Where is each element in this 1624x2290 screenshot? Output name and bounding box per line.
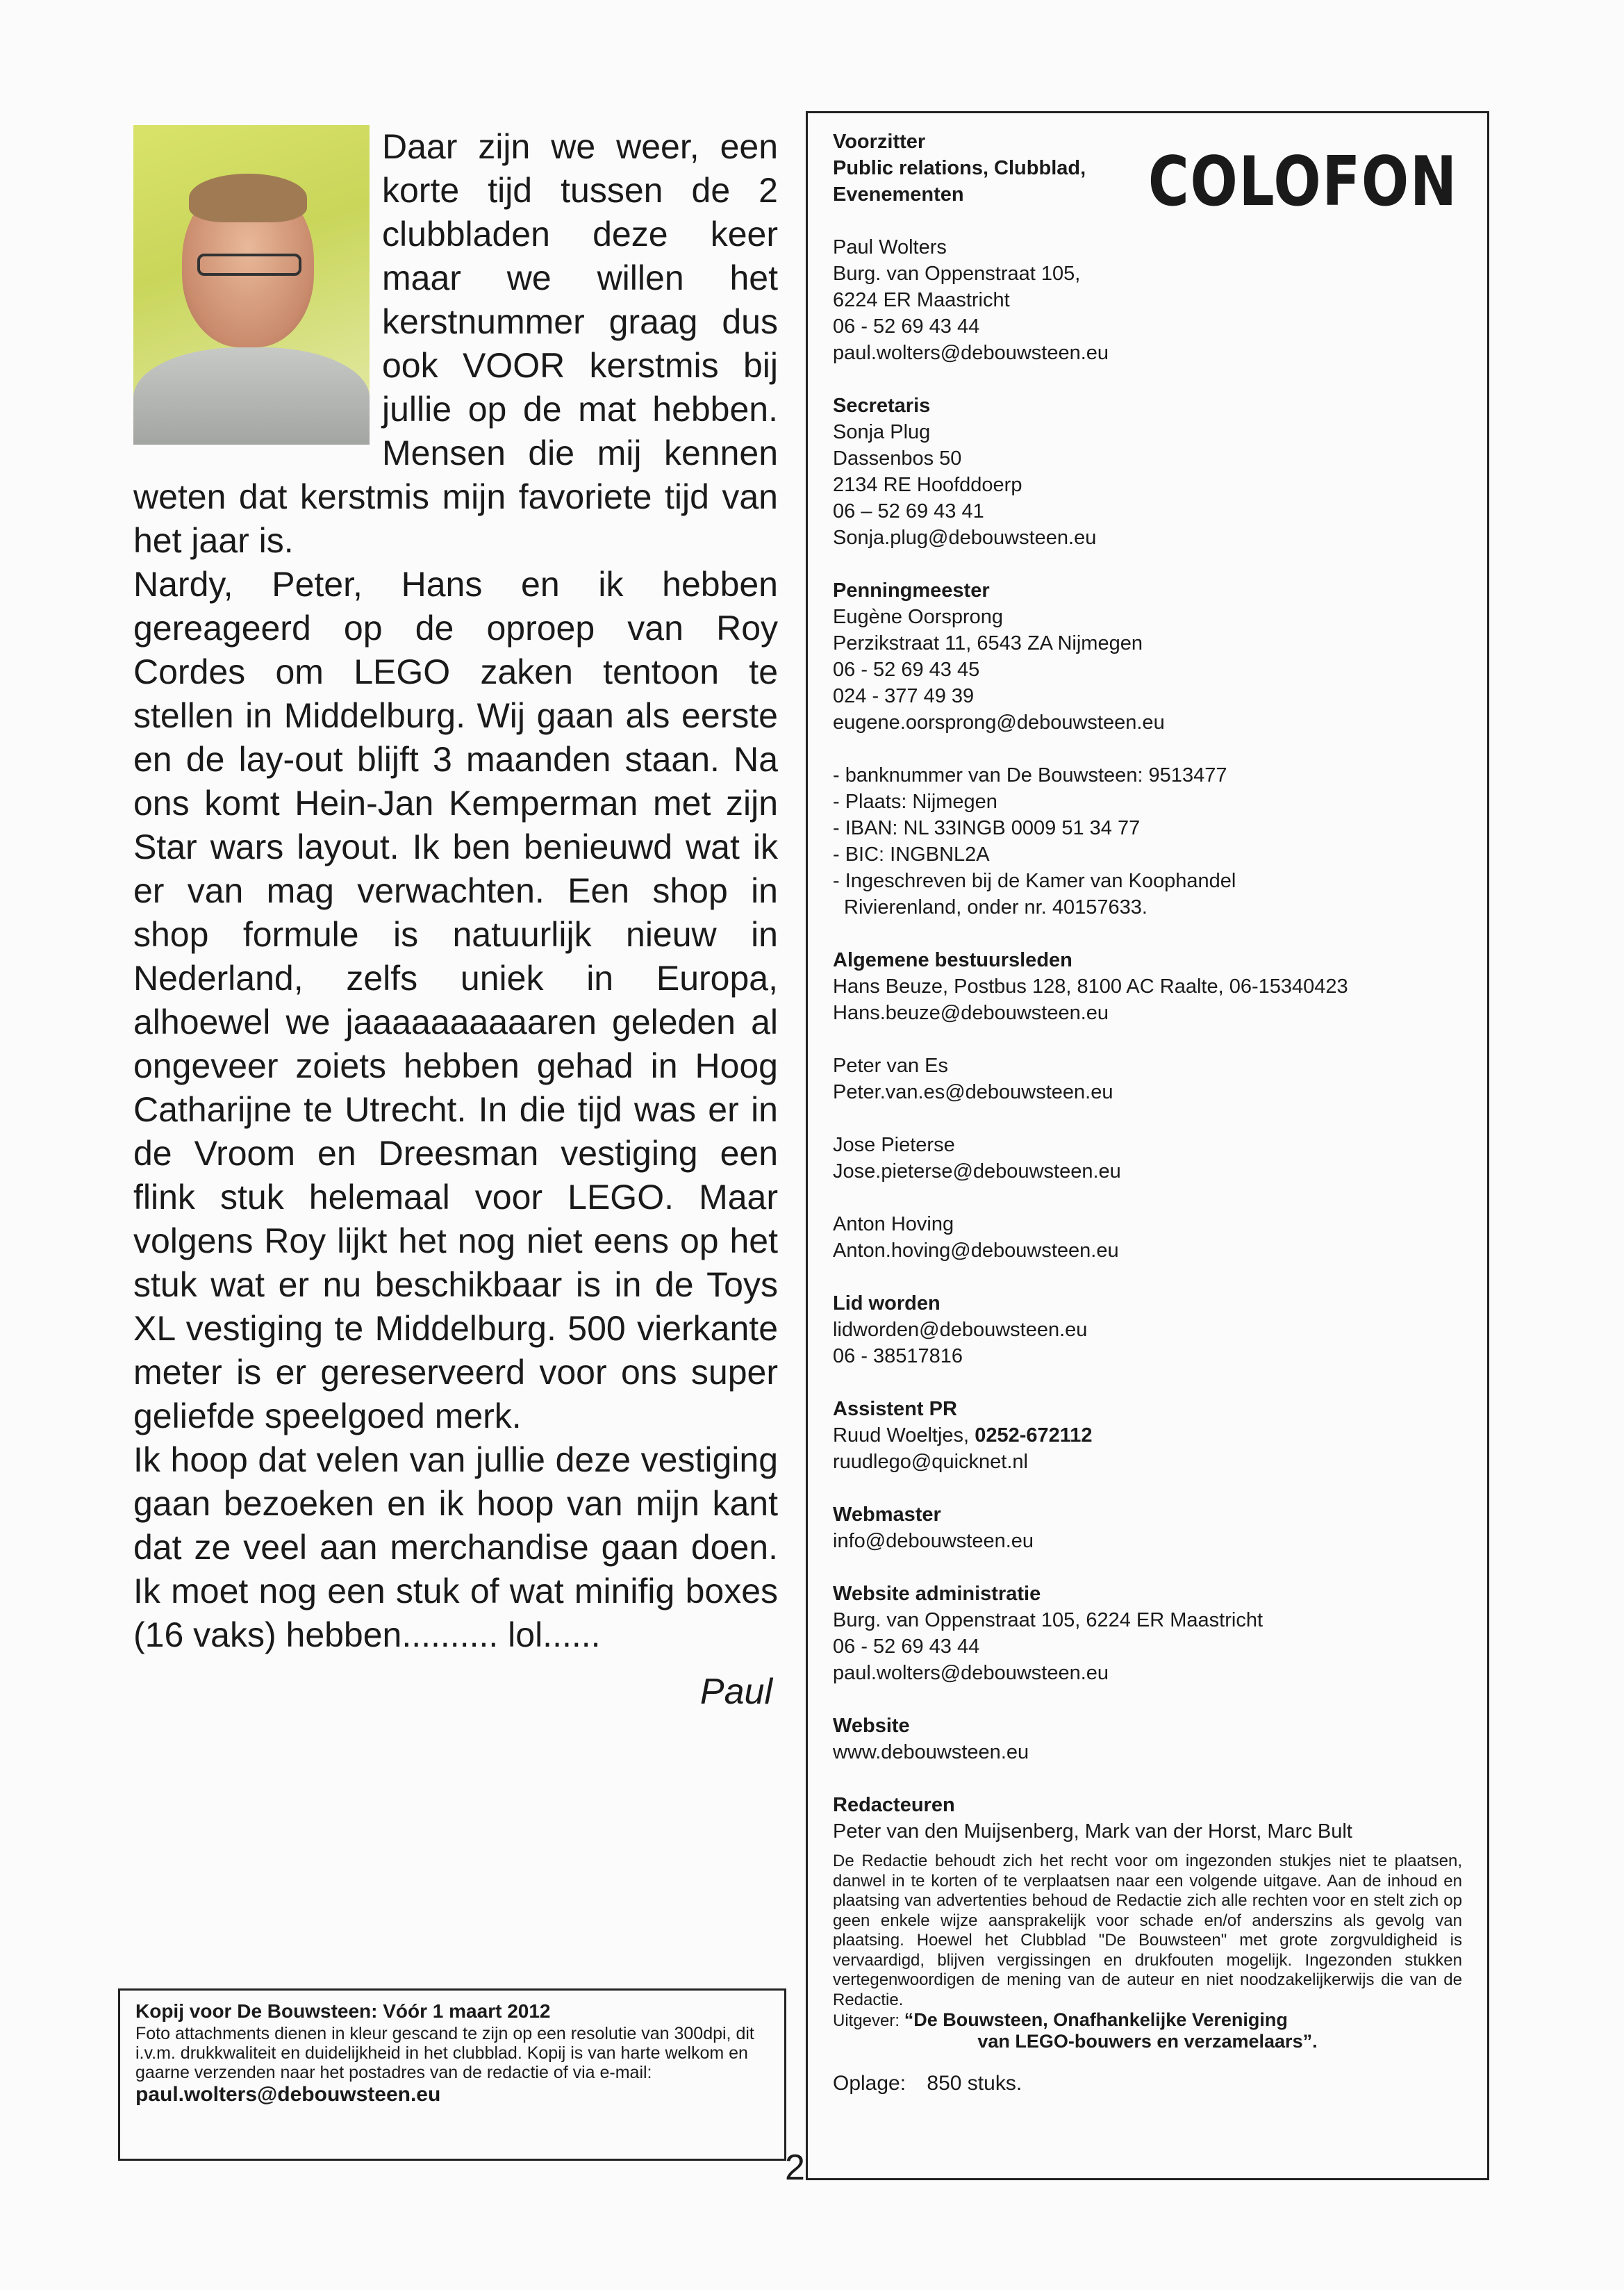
disclaimer-text: De Redactie behoudt zich het recht voor om ingezonden stukjes niet te plaatsen, danwel in te korten of te verplaatsen naar een volgende uitgave. Aan de inhoud en plaatsing van advertenties behoud de Redactie zich alle rechten voor en stelt zich op geen enkele wijze aansprakelijk voor schade en/of anderszins als gevolg van plaatsing. Hoewel het Clubblad "De Bouwsteen" met grote zorgvuldigheid is vervaardigd, blijven vergissingen en drukfouten mogelijk. Ingezonden stukken vertegenwoordigen de mening van de auteur en niet noodzakelijkerwijs die van de Redactie. <box>833 1852 1462 2009</box>
email-link[interactable]: Anton.hoving@debouwsteen.eu <box>833 1239 1119 1262</box>
section-webmaster <box>833 1501 1462 1554</box>
phone: 06 – 52 69 43 41 <box>833 500 984 522</box>
section-header: Penningmeester <box>833 579 990 602</box>
editorial-paragraph-1: Daar zijn we weer, een korte tijd tussen de 2 clubbladen deze keer maar we willen het kerstnummer graag dus ook VOOR kerstmis bij jullie op de mat hebben. Mensen die mij kennen weten dat kerstmis mijn favoriete tijd van het jaar is. <box>133 127 778 560</box>
email-link[interactable]: paul.wolters@debouwsteen.eu <box>833 1662 1109 1684</box>
section-redacteuren <box>833 1792 1462 1845</box>
section-assistent-pr <box>833 1396 1462 1475</box>
address-line: 2134 RE Hoofddoerp <box>833 474 1022 496</box>
colofon-title: COLOFON <box>1148 142 1458 222</box>
section-website-administratie <box>833 1581 1462 1686</box>
publisher-name-2: van LEGO-bouwers en verzamelaars”. <box>977 2030 1318 2052</box>
publisher-name: “De Bouwsteen, Onafhankelijke Vereniging <box>904 2009 1288 2030</box>
contact-name: Eugène Oorsprong <box>833 606 1004 628</box>
editorial-paragraph-3: Ik hoop dat velen van jullie deze vestiging gaan bezoeken en ik hoop van mijn kant dat ze veel aan merchandise gaan doen. Ik moet nog een stuk of wat minifig boxes (16 vaks) hebben.......... lol...... <box>133 1440 778 1654</box>
contact-line: Hans Beuze, Postbus 128, 8100 AC Raalte, 06-15340423 <box>833 975 1348 998</box>
section-header: Assistent PR <box>833 1398 957 1420</box>
contact-name: Peter van Es <box>833 1055 949 1077</box>
section-header: Webmaster <box>833 1504 941 1526</box>
author-photo <box>133 125 370 445</box>
phone: 06 - 52 69 43 44 <box>833 1636 980 1658</box>
address-line: 6224 ER Maastricht <box>833 289 1010 311</box>
editorial-paragraph-2: Nardy, Peter, Hans en ik hebben gereageerd op de oproep van Roy Cordes om LEGO zaken tentoon te stellen in Middelburg. Wij gaan als eerste en de lay-out blijft 3 maanden staan. Na ons komt Hein-Jan Kemperman met zijn Star wars layout. Ik ben benieuwd wat ik er van mag verwachten. Een shop in shop formule is natuurlijk nieuw in Nederland, zelfs uniek in Europa, alhoewel we jaaaaaaaaaaren geleden al ongeveer zoiets hebben gehad in Hoog Catharijne te Utrecht. In die tijd was er in de Vroom en Dreesman vestiging een flink stuk helemaal voor LEGO. Maar volgens Roy lijkt het nog niet eens op het stuk wat er nu beschikbaar is in de Toys XL vestiging te Middelburg. 500 vierkante meter is er gereserveerd voor ons super geliefde speelgoed merk. <box>133 565 778 1435</box>
section-website <box>833 1713 1462 1765</box>
email-link[interactable]: Jose.pieterse@debouwsteen.eu <box>833 1160 1121 1183</box>
bank-line: Rivierenland, onder nr. 40157633. <box>844 896 1147 919</box>
bank-line: - IBAN: NL 33INGB 0009 51 34 77 <box>833 817 1141 839</box>
contact-name: Jose Pieterse <box>833 1134 955 1156</box>
phone: 06 - 52 69 43 44 <box>833 315 980 338</box>
page-number: 2 <box>785 2148 805 2188</box>
contact-name: Ruud Woeltjes, <box>833 1424 970 1447</box>
contact-line <box>833 1422 1462 1449</box>
editor-names: Peter van den Muijsenberg, Mark van der Horst, Marc Bult <box>833 1820 1352 1843</box>
section-header-3: Evenementen <box>833 183 964 206</box>
oplage-value: 850 stuks. <box>927 2072 1022 2095</box>
email-link[interactable]: lidworden@debouwsteen.eu <box>833 1319 1088 1341</box>
section-header: Lid worden <box>833 1292 941 1315</box>
website-link[interactable]: www.debouwsteen.eu <box>833 1741 1029 1763</box>
bank-line: - BIC: INGBNL2A <box>833 843 990 866</box>
phone: 06 - 52 69 43 45 <box>833 659 980 681</box>
phone: 06 - 38517816 <box>833 1345 963 1367</box>
email-link[interactable]: eugene.oorsprong@debouwsteen.eu <box>833 711 1165 734</box>
section-header-2: Public relations, Clubblad, <box>833 157 1086 179</box>
phone: 0252-672112 <box>975 1424 1093 1447</box>
section-header: Website administratie <box>833 1583 1041 1605</box>
section-header: Redacteuren <box>833 1794 955 1816</box>
signature: Paul <box>699 1672 772 1712</box>
section-bank <box>833 762 1462 921</box>
oplage <box>833 2070 1462 2097</box>
email-link[interactable]: info@debouwsteen.eu <box>833 1530 1034 1552</box>
address-line: Perzikstraat 11, 6543 ZA Nijmegen <box>833 632 1143 654</box>
section-header: Voorzitter <box>833 131 926 153</box>
publisher-label: Uitgever: <box>833 2011 900 2030</box>
section-bestuur <box>833 947 1462 1264</box>
email-link[interactable]: Sonja.plug@debouwsteen.eu <box>833 527 1097 549</box>
oplage-label: Oplage: <box>833 2072 906 2095</box>
editorial-column <box>133 125 778 1713</box>
section-penningmeester <box>833 577 1462 736</box>
bank-line: - Plaats: Nijmegen <box>833 791 997 813</box>
contact-name: Paul Wolters <box>833 236 947 258</box>
kopij-body: Foto attachments dienen in kleur gescand te zijn op een resolutie van 300dpi, dit i.v.m. drukkwaliteit en duidelijkheid in het clubblad. Kopij is van harte welkom en gaarne verzenden naar het postadres van de redactie of via e-mail: <box>135 2024 754 2082</box>
kopij-email-link[interactable]: paul.wolters@debouwsteen.eu <box>135 2083 441 2106</box>
section-lid-worden <box>833 1290 1462 1369</box>
section-secretaris <box>833 393 1462 551</box>
address-line: Burg. van Oppenstraat 105, <box>833 263 1081 285</box>
contact-name: Sonja Plug <box>833 421 931 443</box>
email-link[interactable]: paul.wolters@debouwsteen.eu <box>833 342 1109 364</box>
contact-name: Anton Hoving <box>833 1213 954 1235</box>
address-line: Burg. van Oppenstraat 105, 6224 ER Maastricht <box>833 1609 1263 1631</box>
disclaimer <box>833 1852 1462 2051</box>
colofon-box <box>806 111 1489 2180</box>
section-header: Website <box>833 1715 910 1737</box>
kopij-title: Kopij voor De Bouwsteen: Vóór 1 maart 2012 <box>135 2000 551 2022</box>
address-line: Dassenbos 50 <box>833 447 962 470</box>
email-link[interactable]: Hans.beuze@debouwsteen.eu <box>833 1002 1109 1024</box>
kopij-notice-box <box>118 1988 786 2161</box>
section-header: Secretaris <box>833 395 931 417</box>
phone: 024 - 377 49 39 <box>833 685 975 707</box>
email-link[interactable]: ruudlego@quicknet.nl <box>833 1451 1028 1473</box>
bank-line: - Ingeschreven bij de Kamer van Koophandel <box>833 870 1236 892</box>
bank-line: - banknummer van De Bouwsteen: 9513477 <box>833 764 1227 786</box>
section-header: Algemene bestuursleden <box>833 949 1072 971</box>
email-link[interactable]: Peter.van.es@debouwsteen.eu <box>833 1081 1113 1103</box>
